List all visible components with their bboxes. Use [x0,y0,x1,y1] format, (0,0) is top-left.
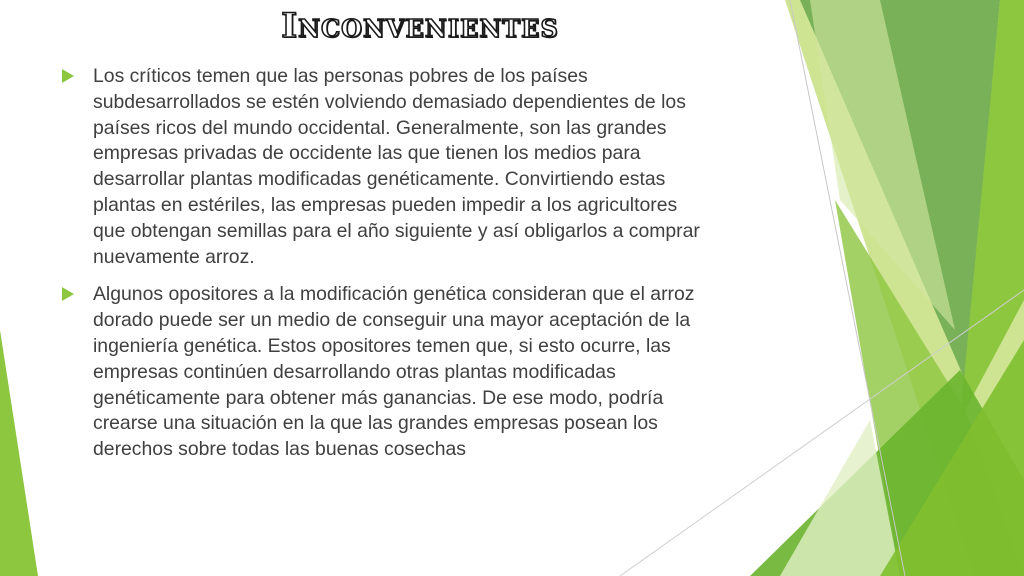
bullet-text-2: Algunos opositores a la modificación genética consideran que el arroz dorado puede ser un medio de conseguir una mayor aceptación de la ingeniería genética. Estos opositores temen que, si esto ocurre, las empresas continúen desarrollando otras plantas modificadas genéticamente para obtener más ganancias. De ese modo, podría crearse una situación en la que las grandes empresas posean los derechos sobre todas las buenas cosechas [93,283,695,461]
left-facet [0,330,38,576]
bullet-item-2 [62,282,712,463]
bullet-item-1 [62,64,712,270]
slide-title: Inconvenientes [281,6,559,46]
bullet-list [62,64,712,475]
triangle-bullet-icon [62,64,93,83]
bullet-text-1: Los críticos temen que las personas pobres de los países subdesarrollados se estén volviendo demasiado dependientes de los países ricos del mundo occidental. Generalmente, son las grandes empresas privadas de occidente las que tienen los medios para desarrollar plantas modificadas genéticamente. Convirtiendo estas plantas en estériles, las empresas pueden impedir a los agricultores que obtengan semillas para el año siguiente y así obligarlos a comprar nuevamente arroz. [93,65,700,268]
triangle-bullet-icon [62,282,93,301]
